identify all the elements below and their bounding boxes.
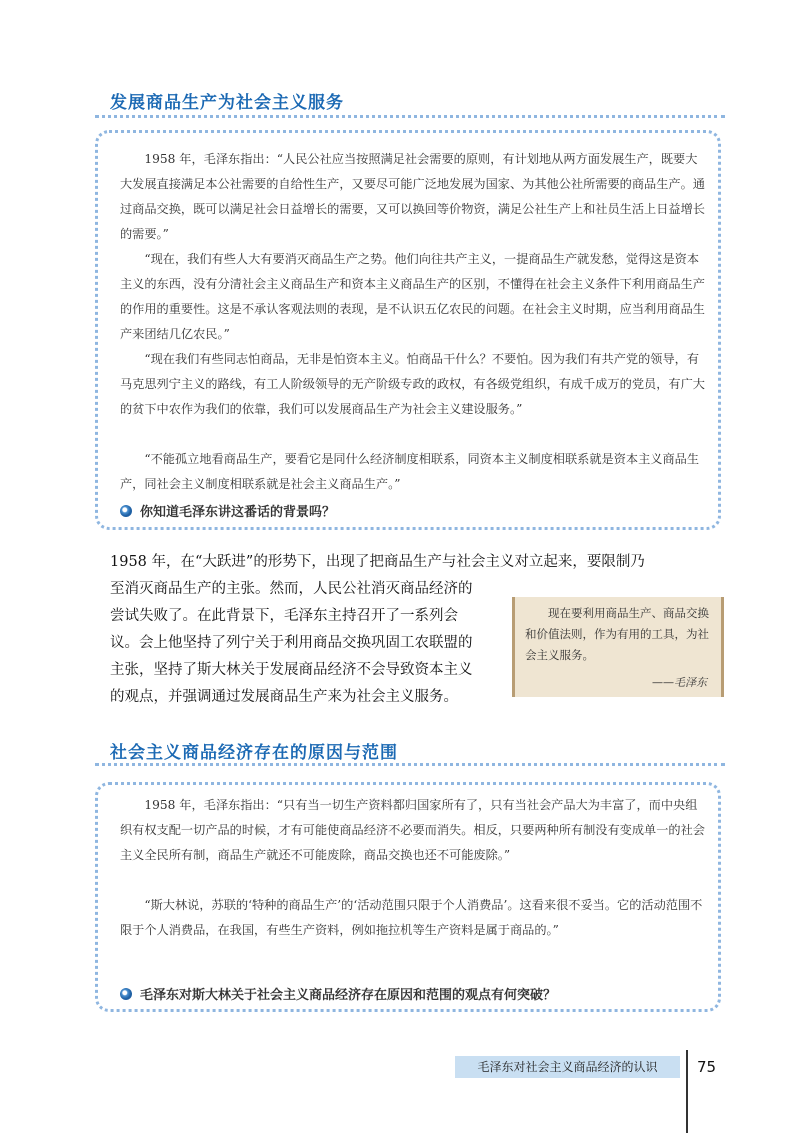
- quote-paragraph: 1958 年，毛泽东指出：“只有当一切生产资料都归国家所有了，只有当社会产品大为丰富了，而中央组织有权支配一切产品的时候，才有可能使商品经济不必要而消失。相反，只要两种所有制没有变成单一的社会主义全民所有制，商品生产就还不可能废除，商品交换也还不可能废除。”: [120, 798, 705, 862]
- section-divider-1: [95, 115, 725, 118]
- side-quote-author: ——毛泽东: [652, 676, 707, 689]
- discussion-question-1: 你知道毛泽东讲这番话的背景吗？: [140, 505, 336, 520]
- body-line: 尝试失败了。在此背景下，毛泽东主持召开了一系列会: [110, 608, 458, 624]
- body-line: 主张，坚持了斯大林关于发展商品经济不会导致资本主义: [110, 662, 473, 678]
- footer-divider: [686, 1050, 688, 1133]
- section-title-2: 社会主义商品经济存在的原因与范围: [110, 743, 398, 763]
- body-line: 议。会上他坚持了列宁关于利用商品交换巩固工农联盟的: [110, 635, 473, 651]
- question-bullet-icon: [120, 988, 132, 1000]
- quote-box-2: [95, 782, 721, 1012]
- quote-paragraph: “不能孤立地看商品生产，要看它是同什么经济制度相联系，同资本主义制度相联系就是资本主义商品生产，同社会主义制度相联系就是社会主义商品生产。”: [120, 452, 700, 491]
- side-quote-text: 现在要利用商品生产、商品交换和价值法则，作为有用的工具，为社会主义服务。: [525, 606, 709, 662]
- quote-paragraph: “现在，我们有些人大有要消灭商品生产之势。他们向往共产主义，一提商品生产就发愁，觉得这是资本主义的东西，没有分清社会主义商品生产和资本主义商品生产的区别，不懂得在社会主义条件下利用商品生产的作用的重要性。这是不承认客观法则的表现，是不认识五亿农民的问题。在社会主义时期，应当利用商品生产来团结几亿农民。”: [120, 252, 705, 341]
- footer-chapter-title: 毛泽东对社会主义商品经济的认识: [477, 1060, 658, 1074]
- page-number: 75: [697, 1058, 717, 1076]
- section-divider-2: [95, 763, 725, 766]
- quote-paragraph: 1958 年，毛泽东指出：“人民公社应当按照满足社会需要的原则，有计划地从两方面发展生产，既要大大发展直接满足本公社需要的自给性生产，又要尽可能广泛地发展为国家、为其他公社所需要的商品生产。通过商品交换，既可以满足社会日益增长的需要，又可以换回等价物资，满足公社生产上和社员生活上日益增长的需要。”: [120, 152, 705, 241]
- quote-paragraph: “现在我们有些同志怕商品，无非是怕资本主义。怕商品干什么？不要怕。因为我们有共产党的领导，有马克思列宁主义的路线，有工人阶级领导的无产阶级专政的政权，有各级党组织，有成千成万的党员，有广大的贫下中农作为我们的依靠，我们可以发展商品生产为社会主义建设服务。”: [120, 352, 705, 416]
- quote-box-1: [95, 130, 721, 530]
- body-line: 1958 年，在“大跃进”的形势下，出现了把商品生产与社会主义对立起来，要限制乃: [110, 554, 645, 570]
- body-line: 的观点，并强调通过发展商品生产来为社会主义服务。: [110, 689, 458, 705]
- question-bullet-icon: [120, 505, 132, 517]
- section-title-1: 发展商品生产为社会主义服务: [110, 93, 344, 113]
- body-line: 至消灭商品生产的主张。然而，人民公社消灭商品经济的: [110, 581, 473, 597]
- side-quote-box: [512, 597, 724, 697]
- discussion-question-2: 毛泽东对斯大林关于社会主义商品经济存在原因和范围的观点有何突破？: [140, 988, 557, 1003]
- footer-chapter-bar: [455, 1056, 680, 1078]
- quote-paragraph: “斯大林说，苏联的‘特种的商品生产’的‘活动范围只限于个人消费品’。这看来很不妥当。它的活动范围不限于个人消费品，在我国，有些生产资料，例如拖拉机等生产资料是属于商品的。”: [120, 898, 703, 937]
